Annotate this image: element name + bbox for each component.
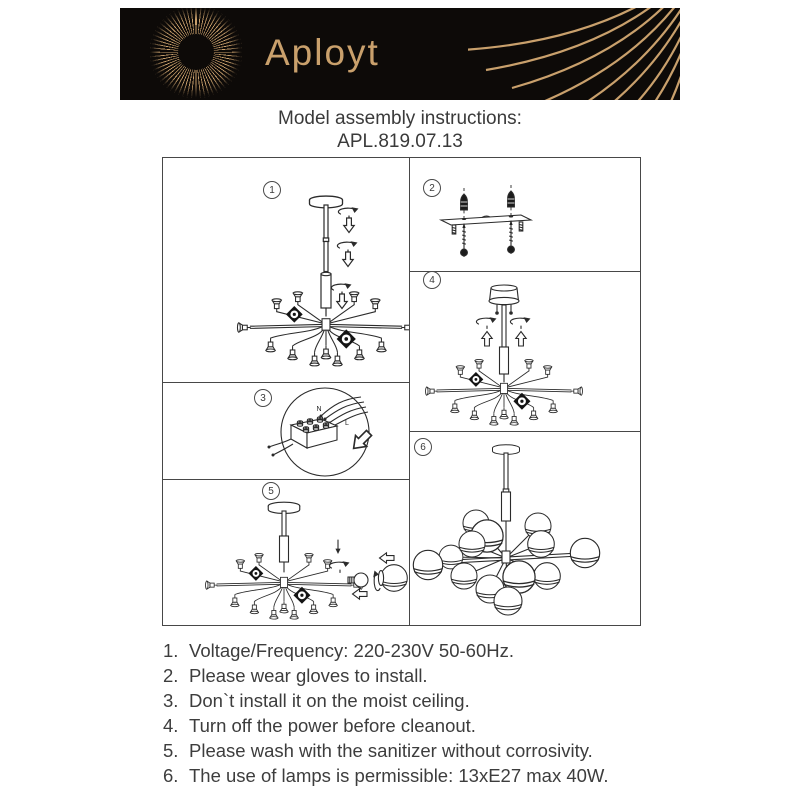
rotate-arrow-icon <box>331 283 351 294</box>
live-wire-label: L <box>345 420 349 427</box>
instruction-item <box>163 638 683 663</box>
instruction-text: Please wash with the sanitizer without corrosivity. <box>189 739 593 761</box>
step-5-badge: 5 <box>262 482 280 500</box>
finished-chandelier-drawing <box>413 445 599 615</box>
neutral-wire-label: N <box>316 406 322 413</box>
down-arrow-icon <box>343 252 353 267</box>
down-arrow-icon <box>337 294 347 309</box>
brand-name: Aployt <box>265 32 380 73</box>
left-arrow-icon <box>380 553 395 563</box>
instruction-text: Voltage/Frequency: 220-230V 50-60Hz. <box>189 639 514 661</box>
step-2-badge: 2 <box>423 179 441 197</box>
instruction-number: 5. <box>163 739 179 761</box>
page-title: Model assembly instructions: <box>278 108 522 129</box>
instruction-text: Turn off the power before cleanout. <box>189 714 476 736</box>
instruction-number: 1. <box>163 639 179 661</box>
step-3-badge: 3 <box>254 389 272 407</box>
brand-banner <box>120 8 680 100</box>
rotate-arrow-icon <box>476 317 496 328</box>
panel-6-finished-chandelier-diagram <box>409 432 639 625</box>
instruction-item <box>163 763 683 788</box>
glass-globe-icon <box>381 565 408 592</box>
left-arrow-icon <box>353 589 368 599</box>
instruction-text: Please wear gloves to install. <box>189 664 428 686</box>
panel-5-bulb-install-diagram <box>163 480 409 625</box>
threaded-stud-icon <box>519 222 523 231</box>
panel-1-rod-assembly-diagram <box>163 158 409 382</box>
panel-2-mounting-bracket-diagram <box>409 158 639 270</box>
instruction-item <box>163 663 683 688</box>
wall-anchor-icon <box>508 191 515 207</box>
wiring-drawing <box>268 388 375 476</box>
down-arrow-icon <box>335 540 340 554</box>
down-arrow-icon <box>344 218 354 233</box>
panel-3-wiring-diagram <box>163 383 409 479</box>
screw-icon <box>461 223 468 256</box>
rotate-arrow-icon <box>329 561 349 572</box>
starburst-logo-icon <box>150 8 242 98</box>
instruction-number: 6. <box>163 764 179 786</box>
instruction-number: 2. <box>163 664 179 686</box>
diagram-box <box>162 157 641 626</box>
panel-4-canopy-attach-diagram <box>409 272 639 430</box>
bracket-drawing <box>441 185 531 257</box>
instruction-text: The use of lamps is permissible: 13xE27 max 40W. <box>189 764 609 786</box>
instruction-number: 3. <box>163 689 179 711</box>
instructions-list <box>163 638 683 788</box>
instruction-text: Don`t install it on the moist ceiling. <box>189 689 470 711</box>
model-number: APL.819.07.13 <box>337 131 463 152</box>
rotate-arrow-icon <box>337 241 357 252</box>
instruction-item <box>163 688 683 713</box>
rotate-arrow-icon <box>338 207 358 218</box>
up-arrow-icon <box>516 332 526 347</box>
rays-decoration-icon <box>468 8 680 100</box>
up-arrow-icon <box>482 332 492 347</box>
chandelier-rod-drawing <box>237 196 409 366</box>
rotate-arrow-icon <box>510 317 530 328</box>
instruction-number: 4. <box>163 714 179 736</box>
instruction-item <box>163 713 683 738</box>
step-4-badge: 4 <box>423 271 441 289</box>
step-1-badge: 1 <box>263 181 281 199</box>
instruction-item <box>163 738 683 763</box>
threaded-stud-icon <box>452 225 456 234</box>
wall-anchor-icon <box>461 194 468 210</box>
screw-icon <box>508 220 515 253</box>
bulb-install-drawing <box>206 502 408 619</box>
step-6-badge: 6 <box>414 438 432 456</box>
canopy-attach-drawing <box>426 285 583 425</box>
